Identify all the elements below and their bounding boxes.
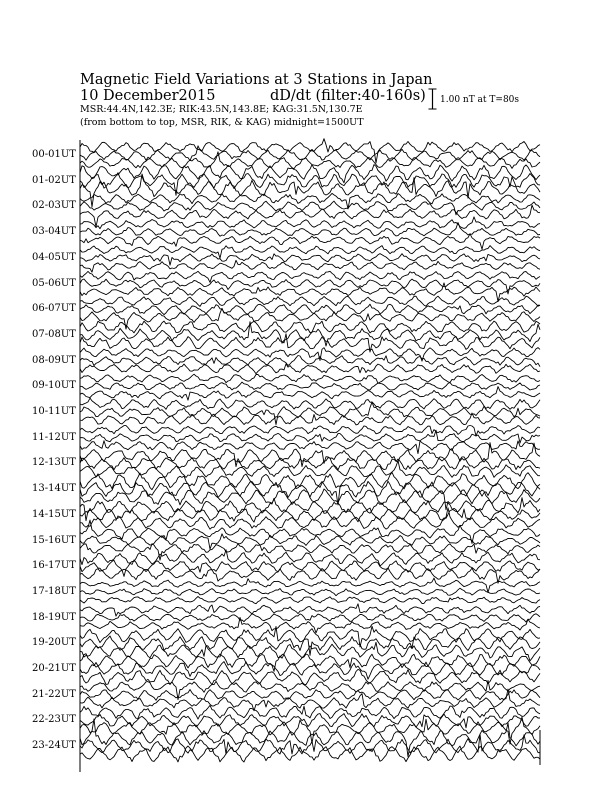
trace-00-01UT-RIK: [80, 146, 540, 161]
hour-label: 04-05UT: [32, 251, 76, 263]
trace-06-07UT-RIK: [80, 304, 540, 314]
trace-09-10UT-MSR: [80, 387, 540, 401]
trace-06-07UT-KAG: [80, 296, 540, 306]
station-coordinates: MSR:44.4N,142.3E; RIK:43.5N,143.8E; KAG:31.5N,130.7E: [80, 104, 363, 115]
chart-filter: dD/dt (filter:40-160s): [270, 88, 426, 104]
trace-02-03UT-RIK: [80, 201, 540, 215]
trace-05-06UT-RIK: [80, 279, 540, 294]
trace-22-23UT-MSR: [80, 717, 540, 744]
hour-label: 18-19UT: [32, 611, 76, 623]
trace-03-04UT-MSR: [80, 234, 540, 249]
trace-14-15UT-RIK: [80, 508, 540, 522]
hour-label: 02-03UT: [32, 200, 76, 212]
hour-label: 15-16UT: [32, 534, 76, 546]
trace-02-03UT-KAG: [80, 193, 540, 209]
scale-label: 1.00 nT at T=80s: [440, 95, 520, 105]
trace-08-09UT-MSR: [80, 364, 540, 374]
hour-label: 23-24UT: [32, 740, 76, 752]
trace-17-18UT-MSR: [80, 597, 540, 604]
trace-04-05UT-RIK: [80, 254, 540, 266]
hour-label: 10-11UT: [32, 406, 76, 417]
hour-label: 05-06UT: [32, 277, 76, 289]
trace-04-05UT-MSR: [80, 260, 540, 272]
trace-22-23UT-RIK: [80, 714, 540, 728]
hour-label: 17-18UT: [32, 585, 76, 597]
hour-label: 01-02UT: [32, 174, 76, 186]
trace-09-10UT-RIK: [80, 382, 540, 390]
trace-03-04UT-KAG: [80, 217, 540, 229]
hour-label: 06-07UT: [32, 303, 76, 315]
hour-label: 11-12UT: [32, 431, 76, 443]
hour-label: 14-15UT: [32, 508, 76, 520]
trace-22-23UT-KAG: [80, 705, 540, 719]
trace-10-11UT-MSR: [80, 413, 540, 425]
trace-23-24UT-RIK: [80, 734, 540, 754]
trace-20-21UT-KAG: [80, 654, 540, 672]
trace-18-19UT-KAG: [80, 604, 540, 616]
station-order-note: (from bottom to top, MSR, RIK, & KAG) midnight=1500UT: [80, 117, 364, 128]
trace-20-21UT-RIK: [80, 662, 540, 680]
hour-label: 09-10UT: [32, 380, 76, 392]
trace-10-11UT-KAG: [80, 398, 540, 409]
hour-label: 22-23UT: [32, 714, 76, 726]
trace-16-17UT-RIK: [80, 560, 540, 576]
trace-01-02UT-RIK: [80, 173, 540, 196]
hour-label: 08-09UT: [32, 354, 76, 366]
hour-label: 07-08UT: [32, 328, 76, 340]
hour-label: 13-14UT: [32, 483, 76, 495]
hour-label: 21-22UT: [32, 688, 76, 700]
trace-14-15UT-MSR: [80, 508, 540, 529]
hour-label: 12-13UT: [32, 457, 76, 469]
hour-label: 03-04UT: [32, 226, 76, 238]
trace-07-08UT-KAG: [80, 321, 540, 333]
hour-label: 20-21UT: [32, 663, 76, 674]
trace-00-01UT-MSR: [80, 152, 540, 169]
hour-label: 16-17UT: [32, 560, 76, 572]
trace-21-22UT-RIK: [80, 690, 540, 701]
hour-label: 00-01UT: [32, 149, 76, 160]
trace-18-19UT-RIK: [80, 614, 540, 622]
trace-16-17UT-MSR: [80, 568, 540, 583]
trace-11-12UT-MSR: [80, 441, 540, 454]
trace-23-24UT-MSR: [80, 746, 540, 762]
hour-label: 19-20UT: [32, 637, 76, 649]
trace-05-06UT-KAG: [80, 271, 540, 282]
chart-date: 10 December2015: [80, 88, 216, 104]
trace-17-18UT-RIK: [80, 588, 540, 596]
trace-15-16UT-MSR: [80, 544, 540, 561]
trace-09-10UT-KAG: [80, 374, 540, 383]
chart-title: Magnetic Field Variations at 3 Stations in Japan: [80, 72, 433, 88]
trace-11-12UT-KAG: [80, 426, 540, 437]
